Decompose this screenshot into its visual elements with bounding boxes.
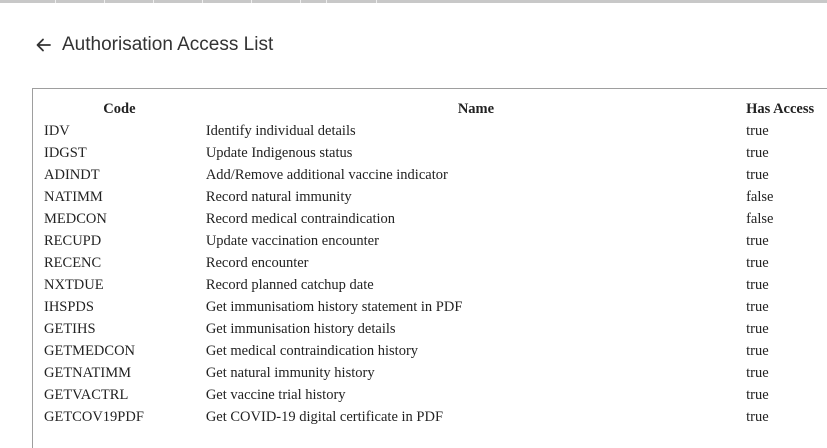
access-list-panel xyxy=(32,88,827,448)
table-row xyxy=(33,384,827,406)
code-cell: GETMEDCON xyxy=(44,342,136,359)
column-header-has-access: Has Access xyxy=(746,100,815,117)
name-cell: Record medical contraindication xyxy=(205,210,396,227)
table-header-row xyxy=(33,98,827,120)
code-cell: RECENC xyxy=(44,254,102,271)
access-cell: true xyxy=(746,254,769,271)
top-tab-strip xyxy=(0,0,827,3)
access-cell: true xyxy=(746,408,769,425)
access-cell: true xyxy=(746,386,769,403)
tab-divider xyxy=(153,0,154,3)
access-cell: false xyxy=(746,188,774,205)
name-cell: Get vaccine trial history xyxy=(205,386,346,403)
code-cell: MEDCON xyxy=(44,210,107,227)
code-cell: GETCOV19PDF xyxy=(44,408,144,425)
name-cell: Get immunisatiom history statement in PDF xyxy=(205,298,463,315)
table-row xyxy=(33,318,827,340)
page-header xyxy=(32,31,273,59)
tab-divider xyxy=(376,0,377,3)
table-row xyxy=(33,296,827,318)
access-cell: true xyxy=(746,232,769,249)
back-button[interactable] xyxy=(32,34,54,56)
access-cell: true xyxy=(746,364,769,381)
code-cell: IDGST xyxy=(44,144,87,161)
code-cell: RECUPD xyxy=(44,232,102,249)
name-cell: Get COVID-19 digital certificate in PDF xyxy=(205,408,444,425)
column-header-code: Code xyxy=(103,100,136,117)
access-cell: true xyxy=(746,342,769,359)
access-cell: true xyxy=(746,320,769,337)
table-row xyxy=(33,362,827,384)
access-cell: true xyxy=(746,276,769,293)
tab-divider xyxy=(326,0,327,3)
table-row xyxy=(33,142,827,164)
code-cell: IHSPDS xyxy=(44,298,94,315)
name-cell: Identify individual details xyxy=(205,122,356,139)
table-row xyxy=(33,120,827,142)
table-row xyxy=(33,406,827,428)
access-cell: false xyxy=(746,210,774,227)
access-cell: true xyxy=(746,144,769,161)
name-cell: Update vaccination encounter xyxy=(205,232,379,249)
arrow-left-icon xyxy=(34,36,52,54)
name-cell: Get natural immunity history xyxy=(205,364,375,381)
table-row xyxy=(33,274,827,296)
code-cell: GETIHS xyxy=(44,320,96,337)
code-cell: ADINDT xyxy=(44,166,100,183)
table-row xyxy=(33,164,827,186)
access-cell: true xyxy=(746,298,769,315)
page-title: Authorisation Access List xyxy=(62,34,274,55)
table-row xyxy=(33,208,827,230)
code-cell: GETNATIMM xyxy=(44,364,131,381)
table-row xyxy=(33,186,827,208)
name-cell: Get immunisation history details xyxy=(205,320,396,337)
tab-divider xyxy=(251,0,252,3)
name-cell: Add/Remove additional vaccine indicator xyxy=(205,166,448,183)
code-cell: IDV xyxy=(44,122,70,139)
code-cell: NXTDUE xyxy=(44,276,104,293)
tab-divider xyxy=(300,0,301,3)
table-row xyxy=(33,252,827,274)
name-cell: Get medical contraindication history xyxy=(205,342,419,359)
column-header-name: Name xyxy=(457,100,495,117)
table-row xyxy=(33,230,827,252)
name-cell: Record encounter xyxy=(205,254,309,271)
access-cell: true xyxy=(746,166,769,183)
tab-divider xyxy=(104,0,105,3)
code-cell: NATIMM xyxy=(44,188,103,205)
name-cell: Record natural immunity xyxy=(205,188,352,205)
access-table xyxy=(33,98,827,428)
table-row xyxy=(33,340,827,362)
name-cell: Record planned catchup date xyxy=(205,276,374,293)
code-cell: GETVACTRL xyxy=(44,386,129,403)
access-cell: true xyxy=(746,122,769,139)
tab-divider xyxy=(55,0,56,3)
name-cell: Update Indigenous status xyxy=(205,144,353,161)
tab-divider xyxy=(202,0,203,3)
